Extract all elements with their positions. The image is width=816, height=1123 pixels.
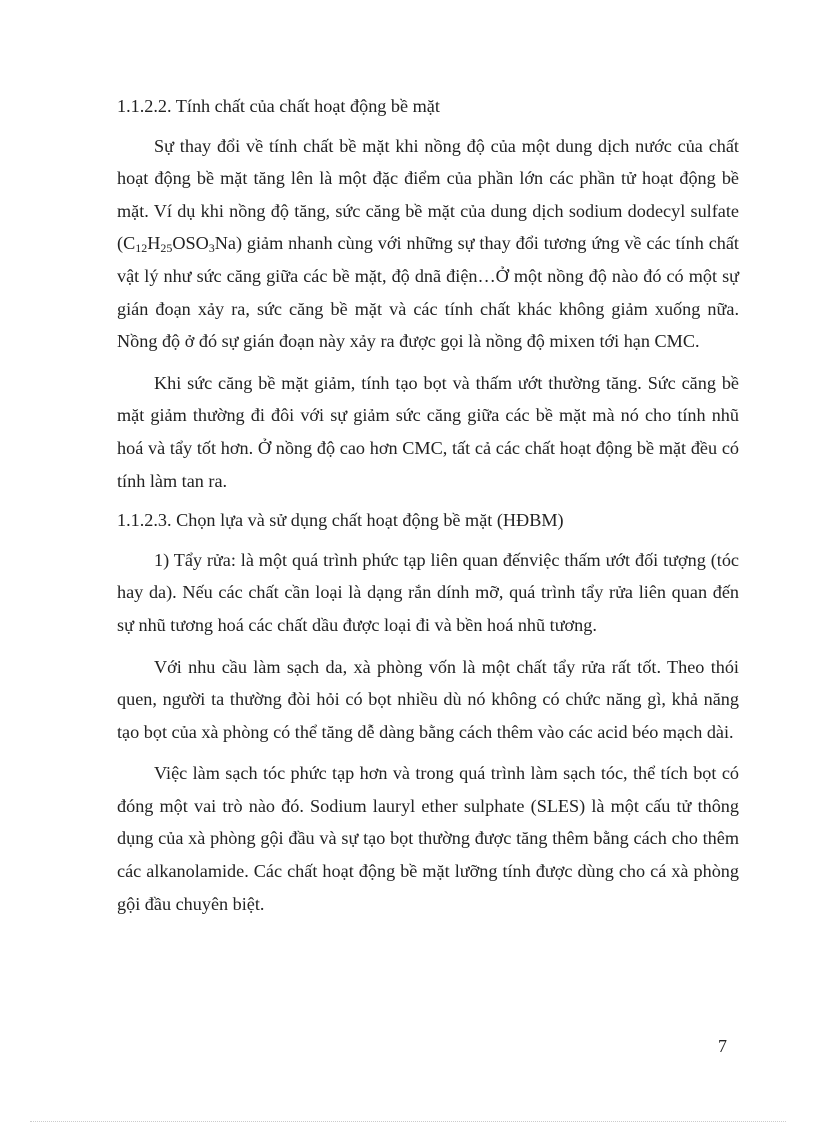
formula-oxygen-subscript: 3 <box>208 241 215 256</box>
paragraph-text: Sự thay đổi về tính chất bề mặt khi nồng độ của một dung dịch nước của chất hoạt động bề mặt tăng lên là một đặc điểm của phần lớn các phần tử hoạt động bề mặt. Ví dụ khi nồng độ tăng, sức căng bề mặt của dung dịch sodium dodecyl sulfate ( <box>117 135 739 254</box>
formula-hydrogen-subscript: 25 <box>160 241 173 256</box>
formula-sodium: Na <box>214 233 236 254</box>
section-heading-1-1-2-3: 1.1.2.3. Chọn lựa và sử dụng chất hoạt động bề mặt (HĐBM) <box>117 510 564 531</box>
paragraph-text-continued: ) giảm nhanh cùng với những sự thay đổi tương ứng về các tính chất vật lý như sức căng giữa các bề mặt, độ dnã điện…Ở một nồng độ nào đó có một sự gián đoạn xảy ra, sức căng bề mặt và các tính chất khác không giảm xuống nữa. Nồng độ ở đó sự gián đoạn này xảy ra được gọi là nồng độ mixen tới hạn CMC. <box>117 233 739 352</box>
formula-hydrogen: H <box>147 233 161 254</box>
formula-carbon: C <box>123 233 136 254</box>
section-heading-1-1-2-2: 1.1.2.2. Tính chất của chất hoạt động bề mặt <box>117 96 440 116</box>
page-content <box>117 90 739 920</box>
paragraph-cleansing: 1) Tẩy rửa: là một quá trình phức tạp liên quan đếnviệc thấm ướt đối tượng (tóc hay da). Nếu các chất cần loại là dạng rắn dính mỡ, quá trình tẩy rửa liên quan đến sự nhũ tương hoá các chất dầu được loại đi và bền hoá nhũ tương. <box>117 549 739 635</box>
formula-carbon-subscript: 12 <box>135 241 148 256</box>
page-bottom-divider <box>30 1121 786 1122</box>
paragraph-surface-tension: Khi sức căng bề mặt giảm, tính tạo bọt và thấm ướt thường tăng. Sức căng bề mặt giảm thường đi đôi với sự giảm sức căng giữa các bề mặt mà nó cho tính nhũ hoá và tẩy tốt hơn. Ở nồng độ cao hơn CMC, tất cả các chất hoạt động bề mặt đều có tính làm tan ra. <box>117 372 739 491</box>
chemical-formula <box>123 233 236 256</box>
paragraph-skin-cleansing: Với nhu cầu làm sạch da, xà phòng vốn là một chất tẩy rửa rất tốt. Theo thói quen, người ta thường đòi hỏi có bọt nhiều dù nó không có chức năng gì, khả năng tạo bọt của xà phòng có thể tăng dễ dàng bằng cách thêm vào các acid béo mạch dài. <box>117 656 739 742</box>
paragraph-surface-properties <box>117 130 739 358</box>
paragraph-hair-cleansing: Việc làm sạch tóc phức tạp hơn và trong quá trình làm sạch tóc, thể tích bọt có đóng một vai trò nào đó. Sodium lauryl ether sulphate (SLES) là một cấu tử thông dụng của xà phòng gội đầu và sự tạo bọt thường được tăng thêm bằng cách cho thêm các alkanolamide. Các chất hoạt động bề mặt lưỡng tính được dùng cho cá xà phòng gội đầu chuyên biệt. <box>117 763 739 914</box>
formula-sulfate: OSO <box>172 233 209 254</box>
page-number: 7 <box>718 1036 727 1056</box>
